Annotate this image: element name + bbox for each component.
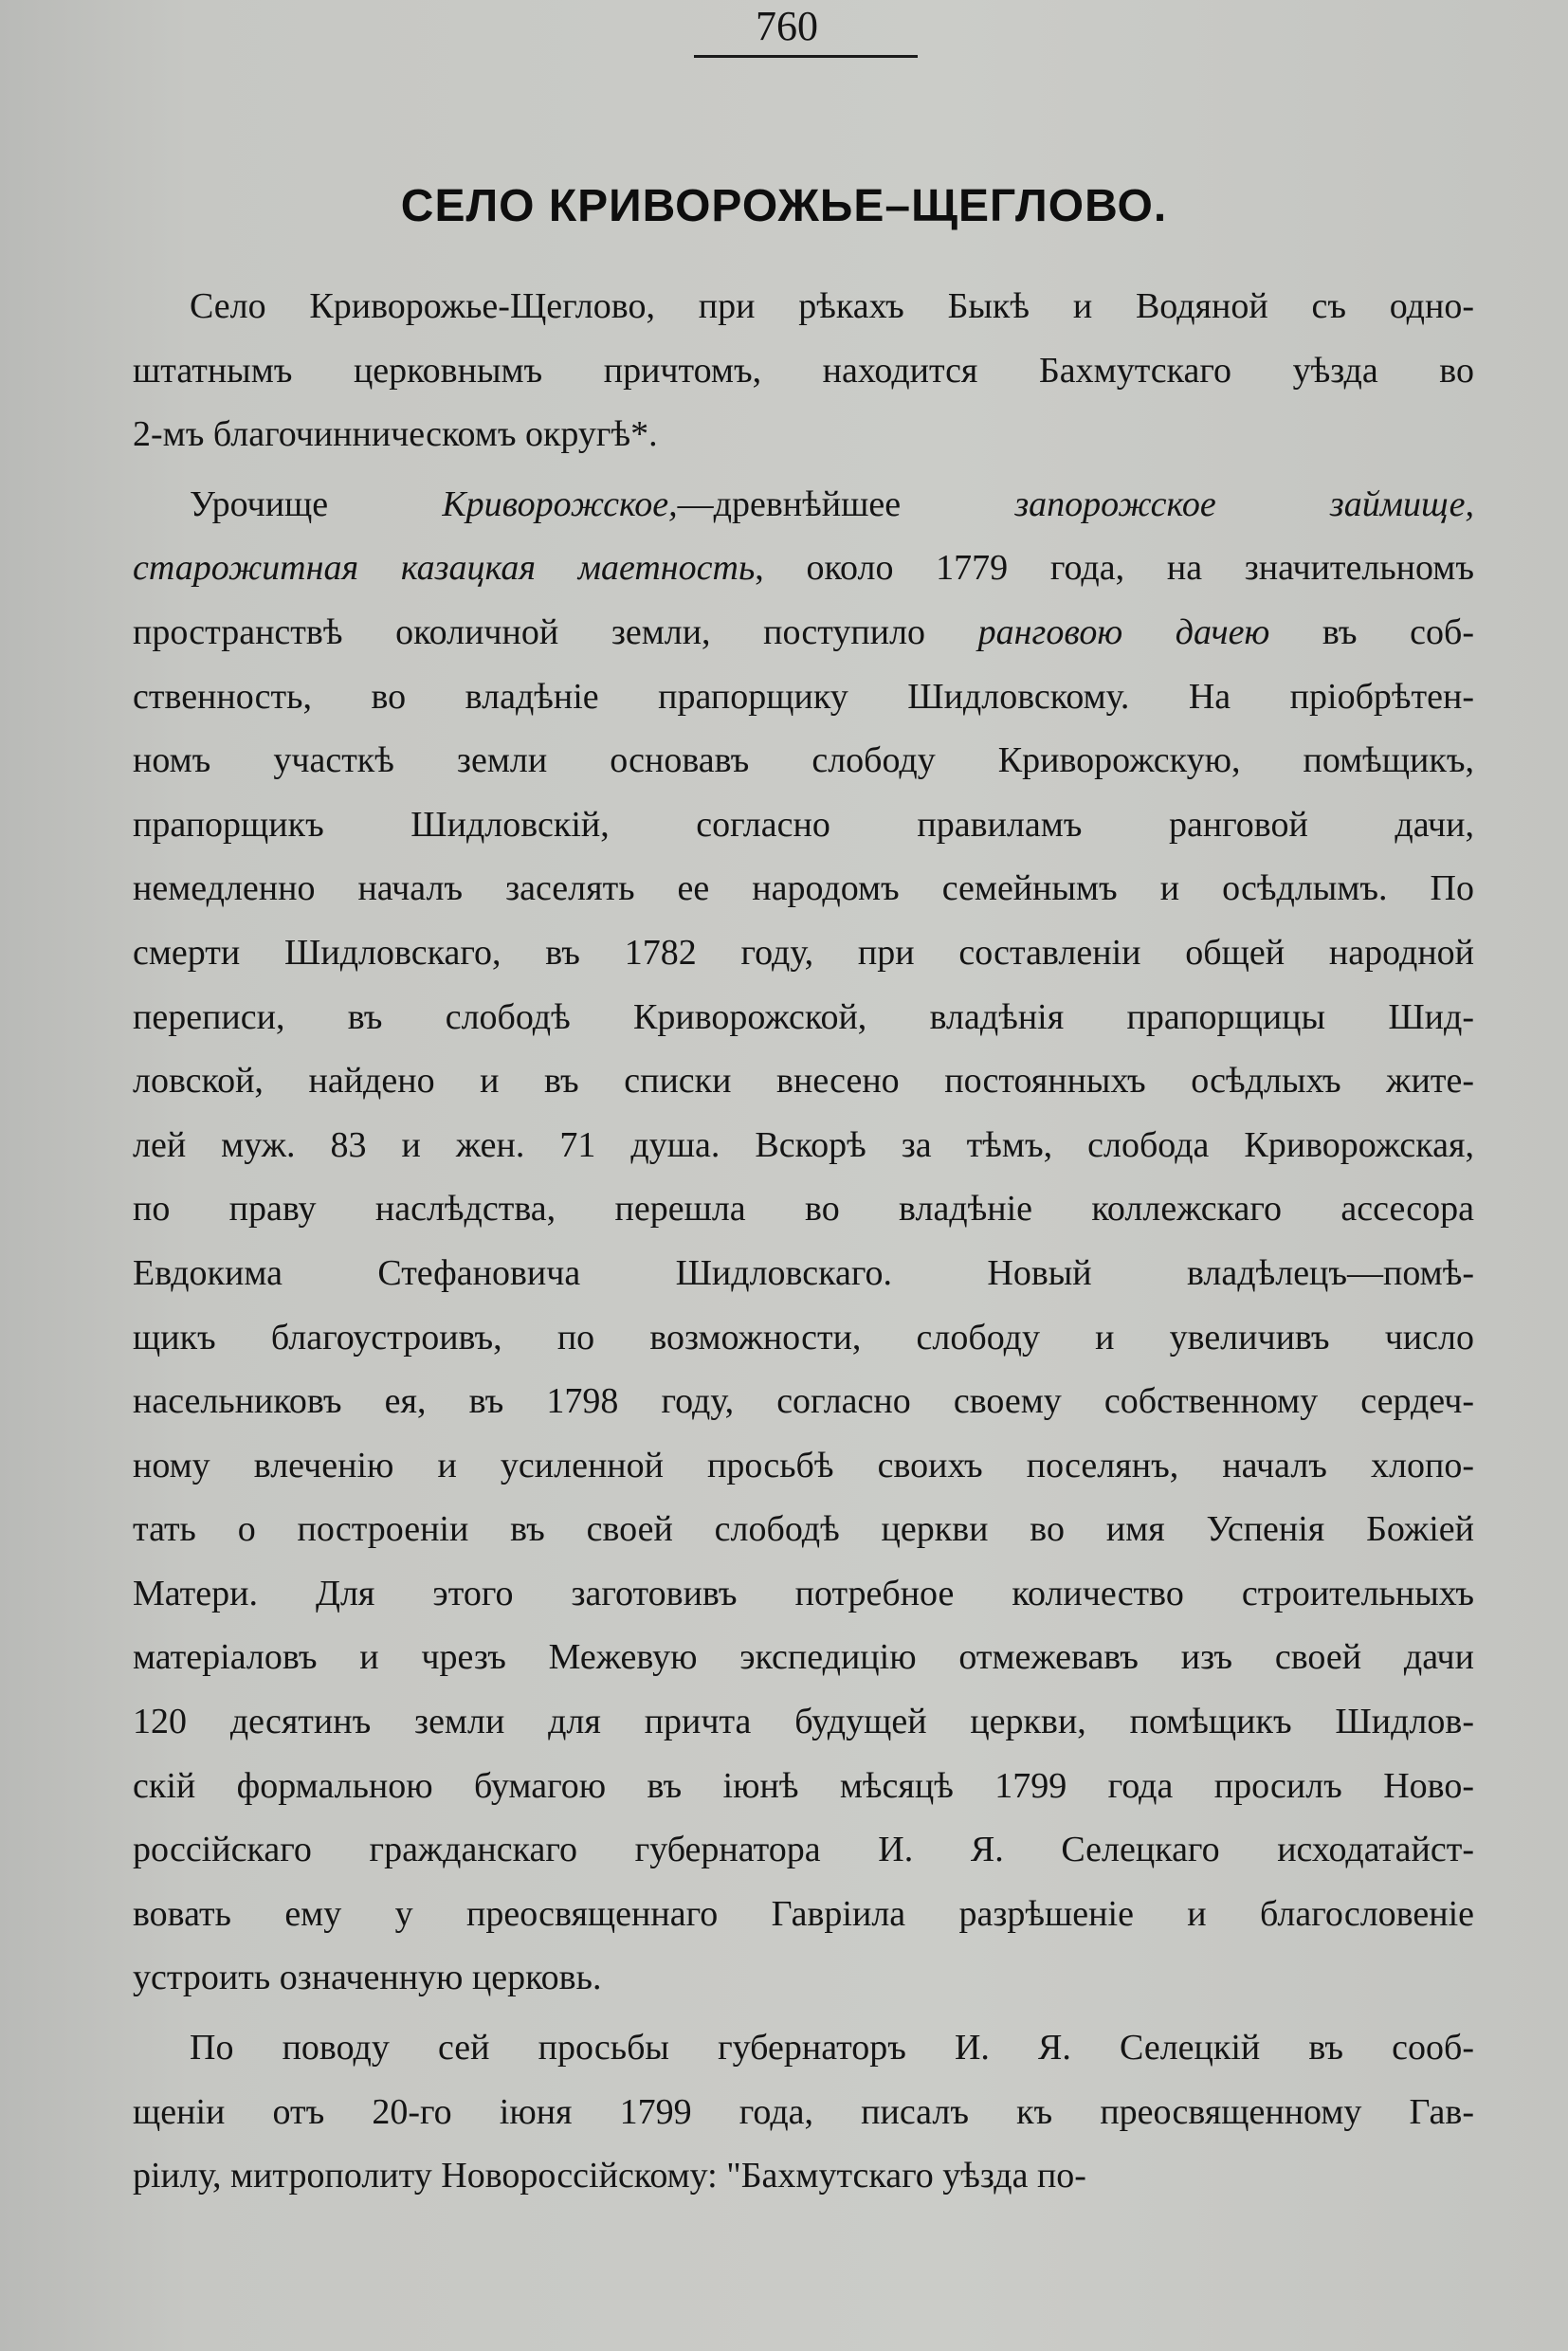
text-run: насельниковъ ея, въ 1798 году, согласно своему собственному сердеч- [133, 1381, 1474, 1422]
text-run: вовать ему у преосвященнаго Гавріила разрѣшеніе и благословеніе [133, 1893, 1474, 1934]
text-line [133, 1306, 1474, 1371]
text-line [133, 793, 1474, 858]
text-run: прапорщикъ Шидловскій, согласно правиламъ ранговой дачи, [133, 804, 1474, 845]
text-line [133, 1114, 1474, 1178]
page-number-rule [694, 55, 918, 58]
text-line [133, 1370, 1474, 1434]
text-line [133, 1434, 1474, 1499]
text-run: Матери. Для этого заготовивъ потребное количество строительныхъ [133, 1573, 1474, 1613]
text-run: Урочище [190, 483, 443, 524]
text-run: ному влеченію и усиленной просьбѣ своихъ поселянъ, началъ хлопо- [133, 1445, 1474, 1485]
text-run: —древнѣйшее [677, 483, 1015, 524]
text-line [133, 857, 1474, 921]
text-run: по праву наслѣдства, перешла во владѣніе коллежскаго ассесора [133, 1189, 1474, 1230]
text-line [133, 1946, 1474, 2011]
text-line [133, 1818, 1474, 1883]
body-text [133, 275, 1474, 2209]
text-line [133, 1562, 1474, 1627]
text-run: въ соб- [1269, 611, 1474, 652]
text-line [133, 1883, 1474, 1947]
paragraph-1 [133, 275, 1474, 467]
text-line [133, 1242, 1474, 1306]
text-run: Евдокима Стефановича Шидловскаго. Новый владѣлецъ—помѣ- [133, 1252, 1474, 1293]
text-line [133, 473, 1474, 538]
text-line: щеніи отъ 20-го іюня 1799 года, писалъ къ преосвященному Гав- [133, 2091, 1474, 2132]
text-run: номъ участкѣ земли основавъ слободу Криворожскую, помѣщикъ, [133, 740, 1474, 781]
text-run: матеріаловъ и чрезъ Межевую экспедицію отмежевавъ изъ своей дачи [133, 1637, 1474, 1678]
text-run: лей муж. 83 и жен. 71 душа. Вскорѣ за тѣмъ, слобода Криворожская, [133, 1124, 1474, 1165]
text-line: ріилу, митрополиту Новороссійскому: "Бахмутскаго уѣзда по- [133, 2156, 1086, 2196]
text-run: щикъ благоустроивъ, по возможности, слободу и увеличивъ число [133, 1317, 1474, 1358]
text-run: 120 десятинъ земли для причта будущей церкви, помѣщикъ Шидлов- [133, 1702, 1474, 1742]
text-run: скій формальною бумагою въ іюнѣ мѣсяцѣ 1799 года просилъ Ново- [133, 1765, 1474, 1806]
text-run: устроить означенную церковь. [133, 1958, 602, 1998]
text-line [133, 665, 1474, 730]
text-line [133, 537, 1474, 601]
paragraph-3 [133, 2016, 1474, 2209]
text-run: тать о построеніи въ своей слободѣ церкви во имя Успенія Божіей [133, 1509, 1474, 1550]
page-number: 760 [756, 3, 818, 49]
text-line: По поводу сей просьбы губернаторъ И. Я. Селецкій въ сооб- [190, 2028, 1474, 2069]
text-line [133, 729, 1474, 793]
text-line [133, 1498, 1474, 1562]
text-run: ловской, найдено и въ списки внесено постоянныхъ осѣдлыхъ жите- [133, 1061, 1474, 1102]
text-line [133, 921, 1474, 986]
text-line [133, 1626, 1474, 1690]
text-run: пространствѣ околичной земли, поступило [133, 611, 978, 652]
italic-text: старожитная казацкая маетность [133, 548, 756, 589]
text-line [133, 601, 1474, 665]
text-line: штатнымъ церковнымъ причтомъ, находится Бахмутскаго уѣзда во [133, 350, 1474, 391]
text-run: россійскаго гражданскаго губернатора И. Я. Селецкаго исходатайст- [133, 1830, 1474, 1870]
italic-text: Криворожское, [442, 483, 678, 524]
text-run: переписи, въ слободѣ Криворожской, владѣнія прапорщицы Шид- [133, 996, 1474, 1037]
text-line: Село Криворожье-Щеглово, при рѣкахъ Быкѣ и Водяной съ одно- [190, 286, 1474, 326]
italic-text: запорожское займище, [1014, 483, 1474, 524]
paragraph-2 [133, 473, 1474, 2011]
text-line [133, 1049, 1474, 1114]
text-run: , около 1779 года, на значительномъ [755, 548, 1474, 589]
text-line [133, 1177, 1474, 1242]
italic-text: ранговою дачею [977, 611, 1270, 652]
text-line: 2-мъ благочинническомъ округѣ*. [133, 414, 658, 455]
text-line [133, 986, 1474, 1050]
text-run: немедленно началъ заселять ее народомъ семейнымъ и осѣдлымъ. По [133, 868, 1474, 909]
text-line [133, 1755, 1474, 1819]
text-run: смерти Шидловскаго, въ 1782 году, при составленіи общей народной [133, 932, 1474, 973]
chapter-title: СЕЛО КРИВОРОЖЬЕ–ЩЕГЛОВО. [400, 181, 1168, 231]
text-run: ственность, во владѣніе прапорщику Шидловскому. На пріобрѣтен- [133, 676, 1474, 717]
text-line [133, 1690, 1474, 1755]
